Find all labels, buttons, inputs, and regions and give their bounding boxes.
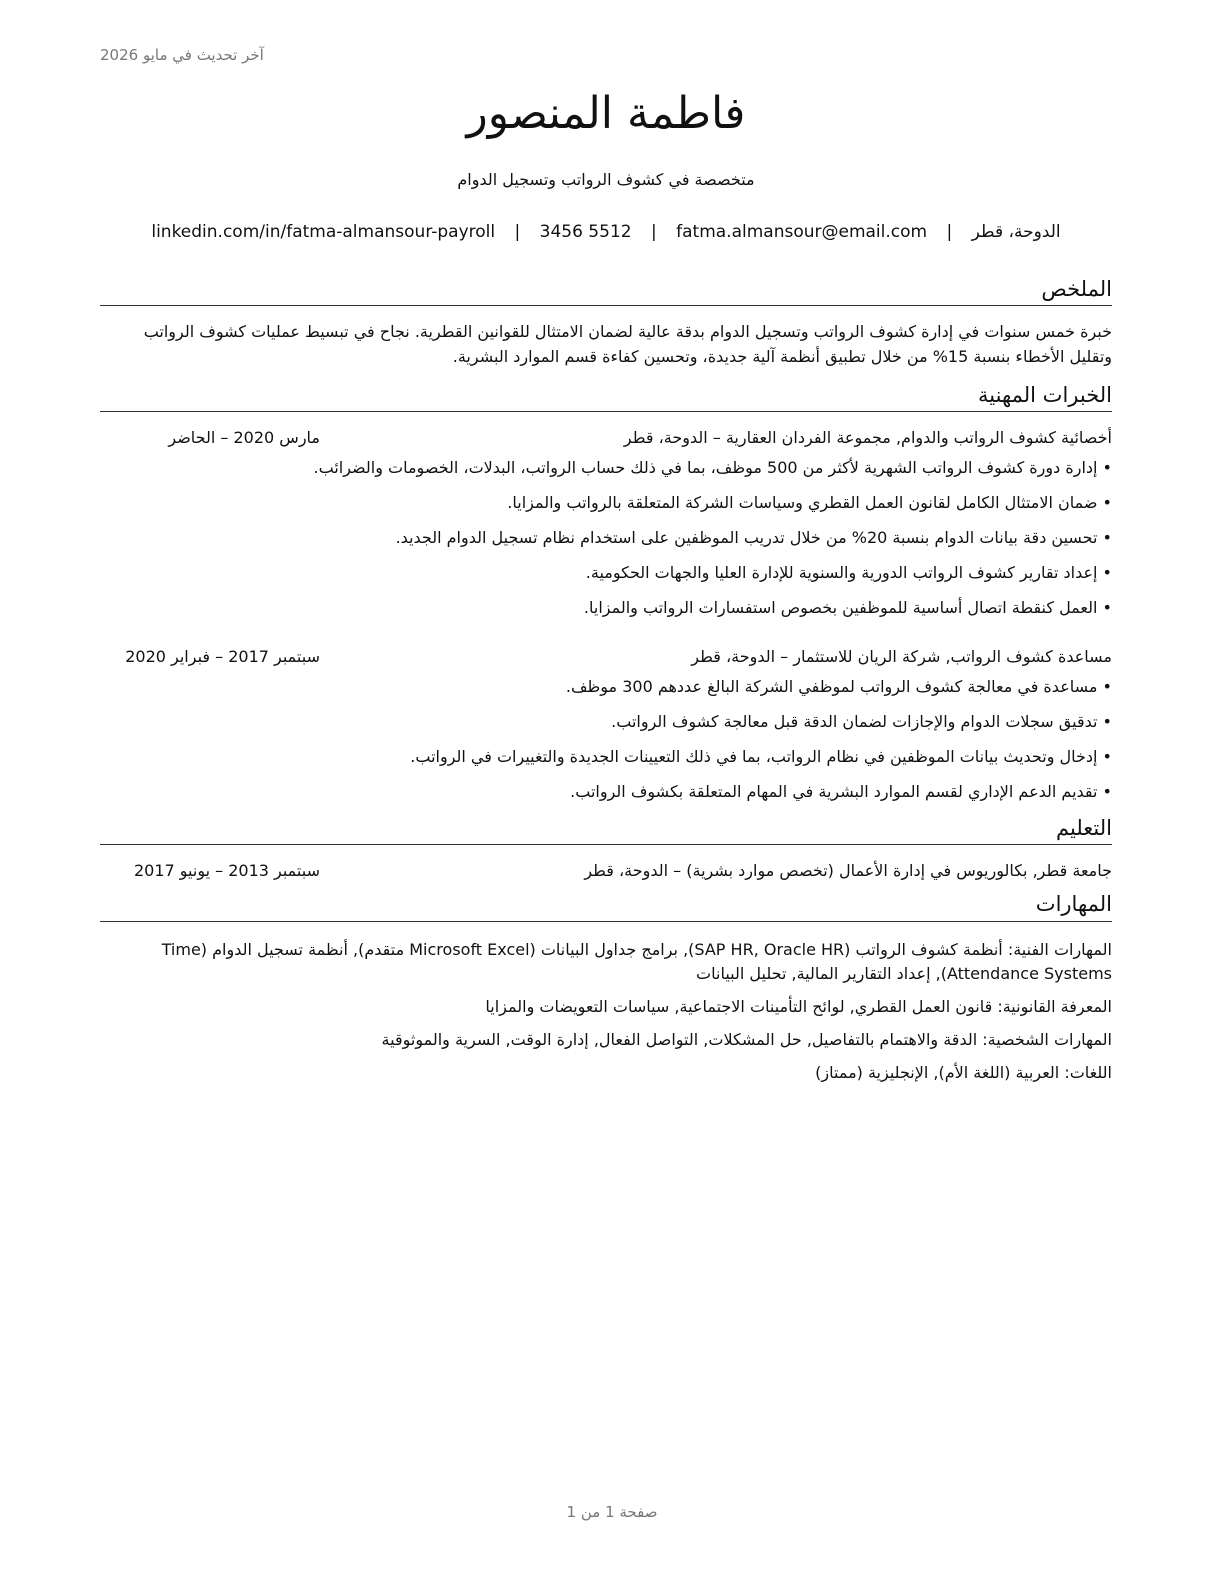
job-bullet: • تدقيق سجلات الدوام والإجازات لضمان الدقة قبل معالجة كشوف الرواتب. bbox=[100, 710, 1112, 734]
job-bullet: • ضمان الامتثال الكامل لقانون العمل القطري وسياسات الشركة المتعلقة بالرواتب والمزايا. bbox=[100, 491, 1112, 515]
spacer bbox=[100, 631, 1112, 645]
resume-body bbox=[100, 276, 1112, 1094]
spacer bbox=[100, 883, 1112, 891]
skills-line: المهارات الفنية: أنظمة كشوف الرواتب (SAP HR, Oracle HR), برامج جداول البيانات (Microsoft Excel متقدم), أنظمة تسجيل الدوام (Time Attendance Systems), إعداد التقارير المالية, تحليل البيانات bbox=[161, 939, 1112, 983]
job-bullet: • تقديم الدعم الإداري لقسم الموارد البشرية في المهام المتعلقة بكشوف الرواتب. bbox=[100, 780, 1112, 804]
experience-title: الخبرات المهنية bbox=[100, 382, 1112, 412]
job-dates: مارس 2020 – الحاضر bbox=[168, 428, 320, 448]
job-entry bbox=[100, 426, 1112, 620]
contact-separator: | bbox=[514, 222, 521, 242]
skills-line: اللغات: العربية (اللغة الأم), الإنجليزية (ممتاز) bbox=[815, 1062, 1112, 1082]
education-dates: سبتمبر 2013 – يونيو 2017 bbox=[133, 861, 320, 881]
job-title: أخصائية كشوف الرواتب والدوام, مجموعة الفردان العقارية – الدوحة، قطر bbox=[623, 428, 1112, 448]
education-entry bbox=[100, 859, 1112, 883]
job-bullets bbox=[100, 456, 1112, 620]
contact-line bbox=[100, 222, 1112, 242]
job-header bbox=[100, 426, 1112, 450]
contact-separator: | bbox=[650, 222, 657, 242]
candidate-tagline: متخصصة في كشوف الرواتب وتسجيل الدوام bbox=[457, 170, 755, 189]
skills-title: المهارات bbox=[100, 891, 1112, 921]
job-bullet: • إدارة دورة كشوف الرواتب الشهرية لأكثر من 500 موظف، بما في ذلك حساب الرواتب، البدلات، الخصومات والضرائب. bbox=[100, 456, 1112, 480]
job-bullet: • إعداد تقارير كشوف الرواتب الدورية والسنوية للإدارة العليا والجهات الحكومية. bbox=[100, 561, 1112, 585]
job-bullets bbox=[100, 675, 1112, 804]
contact-phone: 3456 5512 bbox=[539, 222, 632, 242]
last-updated-note: آخر تحديث في مايو 2026 bbox=[100, 46, 264, 64]
job-bullet: • إدخال وتحديث بيانات الموظفين في نظام الرواتب، بما في ذلك التعيينات الجديدة والتغييرات في الرواتب. bbox=[100, 745, 1112, 769]
job-bullet: • تحسين دقة بيانات الدوام بنسبة 20% من خلال تدريب الموظفين على استخدام نظام تسجيل الدوام الجديد. bbox=[100, 526, 1112, 550]
education-degree: جامعة قطر, بكالوريوس في إدارة الأعمال (تخصص موارد بشرية) – الدوحة، قطر bbox=[584, 861, 1112, 881]
skills-line: المعرفة القانونية: قانون العمل القطري, لوائح التأمينات الاجتماعية, سياسات التعويضات والمزايا bbox=[485, 996, 1112, 1016]
contact-linkedin[interactable]: linkedin.com/in/fatma-almansour-payroll bbox=[151, 222, 496, 242]
contact-separator: | bbox=[946, 222, 953, 242]
job-bullet: • العمل كنقطة اتصال أساسية للموظفين بخصوص استفسارات الرواتب والمزايا. bbox=[100, 596, 1112, 620]
summary-text: خبرة خمس سنوات في إدارة كشوف الرواتب وتسجيل الدوام بدقة عالية لضمان الامتثال للقوانين القطرية. نجاح في تبسيط عمليات كشوف الرواتب وتقليل الأخطاء بنسبة 15% من خلال تطبيق أنظمة آلية جديدة، وتحسين كفاءة قسم الموارد البشرية. bbox=[143, 322, 1112, 367]
education-title: التعليم bbox=[100, 815, 1112, 845]
job-header bbox=[100, 645, 1112, 669]
job-bullet: • مساعدة في معالجة كشوف الرواتب لموظفي الشركة البالغ عددهم 300 موظف. bbox=[100, 675, 1112, 699]
job-entry bbox=[100, 645, 1112, 804]
candidate-name: فاطمة المنصور bbox=[466, 88, 746, 139]
skills-list bbox=[100, 938, 1112, 1085]
skills-line: المهارات الشخصية: الدقة والاهتمام بالتفاصيل, حل المشكلات, التواصل الفعال, إدارة الوقت, السرية والموثوقية bbox=[381, 1029, 1112, 1049]
contact-email[interactable]: fatma.almansour@email.com bbox=[676, 222, 928, 242]
job-title: مساعدة كشوف الرواتب, شركة الريان للاستثمار – الدوحة، قطر bbox=[691, 647, 1112, 667]
page-number: صفحة 1 من 1 bbox=[566, 1503, 658, 1521]
summary-title: الملخص bbox=[100, 276, 1112, 306]
contact-location: الدوحة، قطر bbox=[971, 222, 1061, 242]
job-dates: سبتمبر 2017 – فبراير 2020 bbox=[125, 647, 320, 667]
